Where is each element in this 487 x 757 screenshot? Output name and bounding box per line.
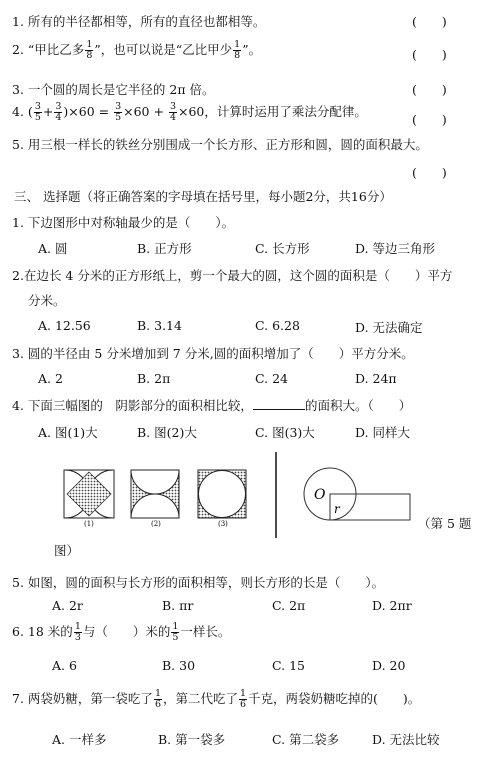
option-b: B. 正方形 (137, 241, 192, 256)
section-title: 三、 选择题（将正确答案的字母填在括号里，每小题2分，共16分） (14, 189, 392, 204)
q-number: 2. (12, 268, 24, 283)
q-number: 4. (12, 104, 24, 119)
q-text: 千克，两袋奶糖吃掉的( )。 (248, 691, 421, 706)
option-c: C. 第二袋多 (272, 732, 340, 747)
q-text: 一个圆的周长是它半径的 2π 倍。 (27, 82, 215, 97)
option-d: D. 同样大 (355, 425, 411, 440)
judge-q5 (12, 135, 428, 153)
q-text: 一样长。 (180, 624, 231, 639)
q-number: 3. (12, 346, 24, 361)
option-c: C. 24 (255, 371, 288, 386)
judge-q3 (12, 80, 215, 98)
q-text: 所有的半径都相等，所有的直径也都相等。 (27, 14, 266, 29)
fraction: $\frac{1}{8}$ (86, 39, 93, 61)
judge-q4: 4. ( $\frac{3}{5}$ + $\frac{3}{4}$ )×60 = $\frac{3}{5}$ ×60 + $\frac{3}{4}$ ×60，计算时运用了乘法分配律。 (12, 101, 367, 123)
q-text: 的面积大。（ ） (304, 398, 412, 413)
q-text-cont: 分米。 (28, 293, 66, 308)
judge-q2 (12, 40, 261, 61)
option-a: A. 2 (38, 371, 63, 386)
option-c: C. 15 (272, 658, 305, 673)
q-number: 2. (12, 42, 24, 57)
choice-q6 (12, 622, 230, 643)
q-text: 如图，圆的面积与长方形的面积相等，则长方形的长是（ ）。 (27, 575, 385, 590)
fraction: $\frac{1}{6}$ (154, 688, 161, 710)
q-text: 下边图形中对称轴最少的是（ ）。 (27, 215, 235, 230)
q-number: 1. (12, 14, 24, 29)
fraction: $\frac{1}{5}$ (172, 621, 179, 643)
figure-caption-cont: 图） (54, 543, 80, 558)
option-c: C. 2π (272, 598, 306, 613)
figure-caption: （第 5 题 (418, 516, 472, 531)
q-number: 5. (12, 575, 24, 590)
option-b: B. 图(2)大 (137, 425, 197, 440)
choice-q7 (12, 689, 420, 710)
q-text: 与（ ）米的 (82, 624, 171, 639)
option-c: C. 图(3)大 (255, 425, 315, 440)
option-b: B. 第一袋多 (158, 732, 226, 747)
fraction: $\frac{1}{3}$ (74, 621, 81, 643)
q-number: 3. (12, 82, 24, 97)
fraction: $\frac{3}{5}$ (34, 101, 41, 123)
option-d: D. 2πr (372, 598, 412, 613)
answer-paren: ( ) (412, 165, 447, 180)
option-a: A. 2r (52, 598, 83, 613)
figure-label: (2) (151, 520, 161, 528)
option-b: B. 2π (137, 371, 171, 386)
figure-2 (131, 470, 179, 518)
choice-q4 (12, 396, 411, 414)
option-a: A. 6 (52, 658, 77, 673)
option-a: A. 圆 (38, 241, 68, 256)
answer-paren: ( ) (412, 112, 447, 127)
fraction: $\frac{1}{8}$ (234, 39, 241, 61)
fraction: $\frac{3}{4}$ (169, 101, 176, 123)
option-d: D. 无法比较 (372, 732, 440, 747)
judge-q1 (12, 12, 265, 30)
option-d: D. 等边三角形 (355, 241, 436, 256)
q-text: 下面三幅图的 阴影部分的面积相比较， (27, 398, 253, 413)
option-d: D. 24π (355, 371, 397, 386)
q-number: 7. (12, 691, 24, 706)
answer-blank (253, 398, 305, 410)
option-b: B. 3.14 (137, 318, 182, 333)
q-number: 4. (12, 398, 24, 413)
figure-label: (1) (84, 520, 94, 528)
radius-label: r (334, 502, 340, 516)
choice-q5 (12, 573, 384, 591)
option-c: C. 6.28 (255, 318, 300, 333)
option-a: A. 一样多 (52, 732, 107, 747)
fraction: $\frac{1}{6}$ (240, 688, 247, 710)
choice-q2 (12, 266, 452, 284)
answer-paren: ( ) (412, 82, 447, 97)
q-number: 6. (12, 624, 24, 639)
center-label: O (314, 487, 326, 503)
figure-3 (198, 470, 246, 518)
q-text: 圆的半径由 5 分米增加到 7 分米,圆的面积增加了（ ）平方分米。 (27, 346, 414, 361)
q-text: 18 米的 (27, 624, 73, 639)
choice-q1 (12, 213, 234, 231)
q-text: ”。 (242, 42, 262, 57)
option-a: A. 图(1)大 (38, 425, 98, 440)
option-d: D. 无法确定 (355, 320, 423, 335)
answer-paren: ( ) (412, 47, 447, 62)
q-number: 5. (12, 137, 24, 152)
fraction: $\frac{3}{4}$ (55, 101, 62, 123)
option-c: C. 长方形 (255, 241, 310, 256)
q-text: ，第二代吃了 (162, 691, 238, 706)
q-text: 用三根一样长的铁丝分别围成一个长方形、正方形和圆，圆的面积最大。 (27, 137, 428, 152)
q-text: 在边长 4 分米的正方形纸上，剪一个最大的圆，这个圆的面积是（ ）平方 (23, 268, 453, 283)
fraction: $\frac{3}{5}$ (115, 101, 122, 123)
q-text: 两袋奶糖，第一袋吃了 (27, 691, 153, 706)
answer-paren: ( ) (412, 14, 447, 29)
option-a: A. 12.56 (38, 318, 91, 333)
q-text: “甲比乙多 (27, 42, 85, 57)
q-number: 1. (12, 215, 24, 230)
figure-label: (3) (218, 520, 228, 528)
q-text: ”，也可以说是“乙比甲少 (94, 42, 233, 57)
option-d: D. 20 (372, 658, 406, 673)
choice-q3 (12, 344, 414, 362)
option-b: B. 30 (162, 658, 196, 673)
figure-1 (64, 470, 114, 518)
option-b: B. πr (162, 598, 194, 613)
